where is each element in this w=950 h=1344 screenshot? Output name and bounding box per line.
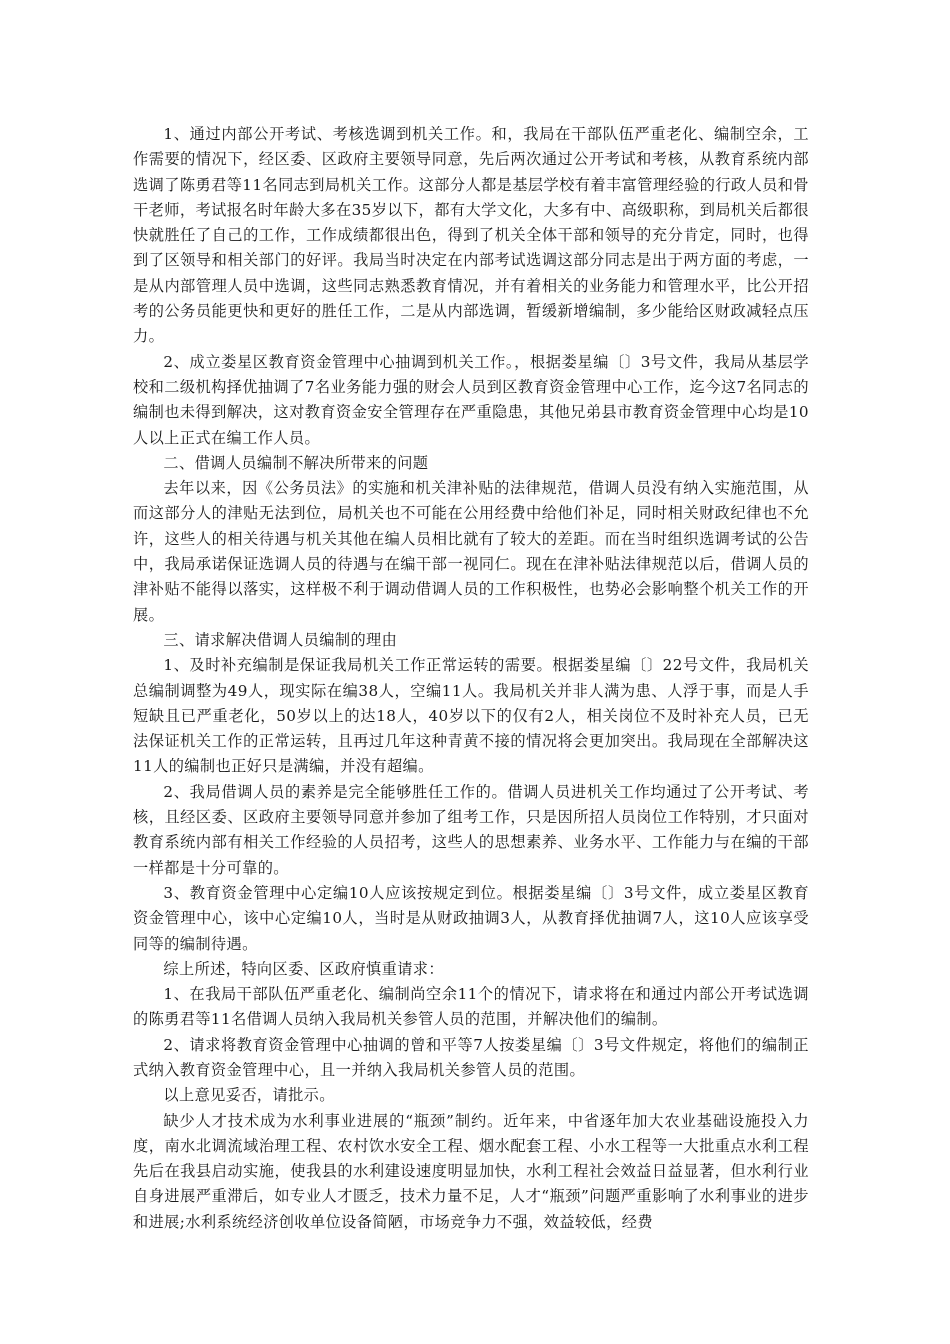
paragraph-5: 2、我局借调人员的素养是完全能够胜任工作的。借调人员进机关工作均通过了公开考试、考核，且经区委、区政府主要领导同意并参加了组考工作，只是因所招人员岗位工作特别，才只面对教育系统内部有相关工作经验的人员招考，这些人的思想素养、业务水平、工作能力与在编的干部一样都是十分可靠的。: [133, 782, 809, 877]
document-body: [133, 122, 809, 1235]
paragraph-1: 1、通过内部公开考试、考核选调到机关工作。和，我局在干部队伍严重老化、编制空余，工作需要的情况下，经区委、区政府主要领导同意，先后两次通过公开考试和考核，从教育系统内部选调了陈勇君等11名同志到局机关工作。这部分人都是基层学校有着丰富管理经验的行政人员和骨干老师，考试报名时年龄大多在35岁以下，都有大学文化，大多有中、高级职称，到局机关后都很快就胜任了自己的工作，工作成绩都很出色，得到了机关全体干部和领导的充分肯定，同时，也得到了区领导和相关部门的好评。我局当时决定在内部考试选调这部分同志是出于两方面的考虑，一是从内部管理人员中选调，这些同志熟悉教育情况，并有着相关的业务能力和管理水平，比公开招考的公务员能更快和更好的胜任工作，二是从内部选调，暂缓新增编制，多少能给区财政减轻点压力。: [133, 125, 809, 346]
paragraph-8: 1、在我局干部队伍严重老化、编制尚空余11个的情况下，请求将在和通过内部公开考试选调的陈勇君等11名借调人员纳入我局机关参管人员的范围，并解决他们的编制。: [133, 985, 809, 1029]
paragraph-11: 缺少人才技术成为水利事业进展的“瓶颈”制约。近年来，中省逐年加大农业基础设施投入力度，南水北调流域治理工程、农村饮水安全工程、烟水配套工程、小水工程等一大批重点水利工程先后在我县启动实施，使我县的水利建设速度明显加快，水利工程社会效益日益显著，但水利行业自身进展严重滞后，如专业人才匮乏，技术力量不足，人才“瓶颈”问题严重影响了水利事业的进步和进展;水利系统经济创收单位设备简陋，市场竞争力不强，效益较低，经费: [133, 1111, 809, 1231]
section-heading-3: 三、请求解决借调人员编制的理由: [163, 630, 398, 649]
section-heading-2: 二、借调人员编制不解决所带来的问题: [163, 453, 429, 472]
paragraph-9: 2、请求将教育资金管理中心抽调的曾和平等7人按娄星编〔〕3号文件规定，将他们的编制正式纳入教育资金管理中心，且一并纳入我局机关参管人员的范围。: [133, 1035, 809, 1079]
paragraph-10: 以上意见妥否，请批示。: [163, 1086, 335, 1105]
paragraph-7: 综上所述，特向区委、区政府慎重请求：: [163, 959, 444, 978]
paragraph-2: 2、成立娄星区教育资金管理中心抽调到机关工作。，根据娄星编〔〕3号文件，我局从基层学校和二级机构择优抽调了7名业务能力强的财会人员到区教育资金管理中心工作，迄今这7名同志的编制也未得到解决，这对教育资金安全管理存在严重隐患，其他兄弟县市教育资金管理中心均是10人以上正式在编工作人员。: [133, 352, 809, 447]
paragraph-3: 去年以来，因《公务员法》的实施和机关津补贴的法律规范，借调人员没有纳入实施范围，从而这部分人的津贴无法到位，局机关也不可能在公用经费中给他们补足，同时相关财政纪律也不允许，这些人的相关待遇与机关其他在编人员相比就有了较大的差距。而在当时组织选调考试的公告中，我局承诺保证选调人员的待遇与在编干部一视同仁。现在在津补贴法律规范以后，借调人员的津补贴不能得以落实，这样极不利于调动借调人员的工作积极性，也势必会影响整个机关工作的开展。: [133, 479, 809, 624]
paragraph-4: 1、及时补充编制是保证我局机关工作正常运转的需要。根据娄星编〔〕22号文件，我局机关总编制调整为49人，现实际在编38人，空编11人。我局机关并非人满为患、人浮于事，而是人手短缺且已严重老化，50岁以上的达18人，40岁以下的仅有2人，相关岗位不及时补充人员，已无法保证机关工作的正常运转，且再过几年这种青黄不接的情况将会更加突出。我局现在全部解决这11人的编制也正好只是满编，并没有超编。: [133, 656, 809, 776]
paragraph-6: 3、教育资金管理中心定编10人应该按规定到位。根据娄星编〔〕3号文件，成立娄星区教育资金管理中心，该中心定编10人，当时是从财政抽调3人，从教育择优抽调7人，这10人应该享受同等的编制待遇。: [133, 883, 809, 953]
